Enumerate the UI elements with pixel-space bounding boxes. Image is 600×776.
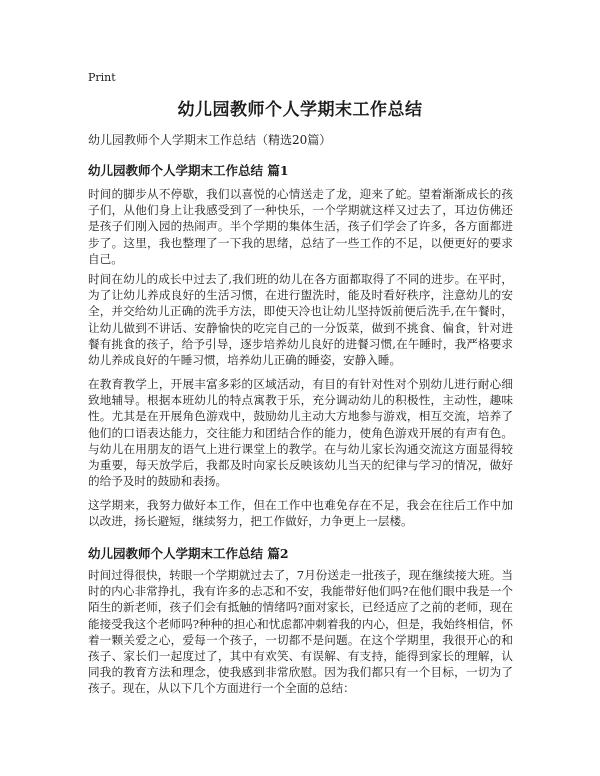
section-heading-2: 幼儿园教师个人学期末工作总结 篇2 — [88, 546, 289, 561]
paragraph: 时间的脚步从不停歇，我们以喜悦的心情送走了龙，迎来了蛇。望着渐渐成长的孩子们，从他们身上让我感受到了一种快乐，一个学期就这样又过去了，耳边仿佛还是孩子们刚入园的热闹声。半个学期的集体生活，孩子们学会了许多，各方面都进步了。这里，我也整理了一下我的思绪，总结了一些工作的不足，以便更好的要求自己。 — [88, 187, 513, 266]
print-link[interactable]: Print — [88, 71, 116, 84]
section-heading-1: 幼儿园教师个人学期末工作总结 篇1 — [88, 163, 289, 178]
paragraph: 这学期来，我努力做好本工作，但在工作中也难免存在不足，我会在往后工作中加以改进，扬长避短，继续努力，把工作做好，力争更上一层楼。 — [88, 498, 513, 529]
paragraph: 时间在幼儿的成长中过去了,我们班的幼儿在各方面都取得了不同的进步。在平时，为了让幼儿养成良好的生活习惯，在进行盥洗时，能及时看好秩序，注意幼儿的安全，并交给幼儿正确的洗手方法，即使天冷也让幼儿坚持饭前便后洗手,在午餐时，让幼儿做到不讲话、安静愉快的吃完自己的一分饭菜，做到不挑食、偏食，针对进餐有挑食的孩子，给予引导，逐步培养幼儿良好的进餐习惯,在午睡时，我严格要求幼儿养成良好的午睡习惯，培养幼儿正确的睡姿，安静入睡。 — [88, 272, 513, 368]
page-title: 幼儿园教师个人学期末工作总结 — [177, 100, 423, 120]
document-subtitle: 幼儿园教师个人学期末工作总结（精选20篇） — [88, 133, 332, 147]
paragraph: 在教育教学上，开展丰富多彩的区域活动，有目的有针对性对个别幼儿进行耐心细致地辅导。根据本班幼儿的特点寓教于乐，充分调动幼儿的积极性，主动性，趣味性。尤其是在开展角色游戏中，鼓励幼儿主动大方地参与游戏，相互交流，培养了他们的口语表达能力，交往能力和团结合作的能力，使角色游戏开展的有声有色。与幼儿在用朋友的语气上进行课堂上的教学。在与幼儿家长沟通交流这方面显得较为重要，每天放学后，我都及时向家长反映该幼儿当天的纪律与学习的情况，做好的给予及时的鼓励和表扬。 — [88, 377, 513, 489]
paragraph: 时间过得很快，转眼一个学期就过去了，7月份送走一批孩子，现在继续接大班。当时的内心非常挣扎，我有许多的忐忑和不安，我能带好他们吗?在他们眼中我是一个陌生的新老师，孩子们会有抵触的情绪吗?面对家长，已经适应了之前的老师，现在能接受我这个老师吗?种种的担心和忧虑都冲刺着我的内心，但是，我始终相信，怀着一颗关爱之心，爱每一个孩子，一切都不是问题。在这个学期里，我很开心的和孩子、家长们一起度过了，其中有欢笑、有误解、有支持，能得到家长的理解，认同我的教育方法和理念，使我感到非常欣慰。因为我们都只有一个目标，一切为了孩子。现在，从以下几个方面进行一个全面的总结： — [88, 568, 513, 696]
